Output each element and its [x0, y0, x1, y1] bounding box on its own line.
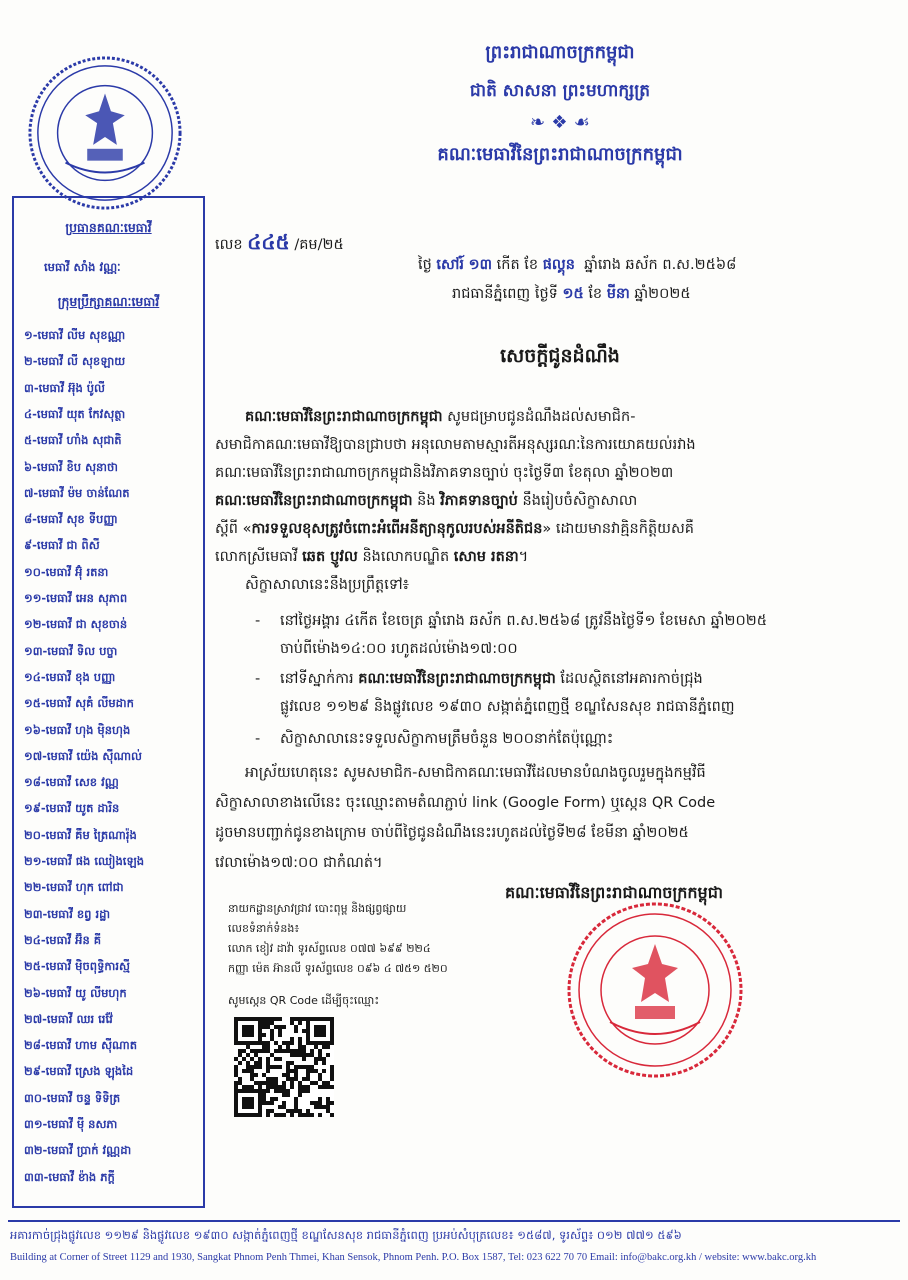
- sidebar-member: ២៤-មេធាវី អ៊ិន គី: [24, 932, 102, 947]
- paragraph-1-line-3: គណៈមេធាវីនៃព្រះរាជាណាចក្រកម្ពុជានិងវិភាគទានច្បាប់ ចុះថ្ងៃទី៣ ខែតុលា ឆ្នាំ២០២៣: [215, 465, 674, 481]
- lunar-date: ថ្ងៃ សៅរ៍ ១៣ កើត ខែ ផល្គុន ឆ្នាំរោង ឆស័ក ព.ស.២៥៦៨: [418, 257, 737, 273]
- sidebar-member: ២៦-មេធាវី យូ លីមហុក: [24, 985, 127, 1000]
- footer-address-english: Building at Corner of Street 1129 and 1930, Sangkat Phnom Penh Thmei, Khan Sensok, Phnom Penh. P.O. Box 1587, Tel: 023 622 70 70 Email: info@bakc.org.kh / website: www.bakc.org.kh: [10, 1252, 817, 1263]
- notice-title: សេចក្ដីជូនដំណឹង: [500, 345, 620, 367]
- gregorian-date: រាជធានីភ្នំពេញ ថ្ងៃទី ១៥ ខែ មីនា ឆ្នាំ២០២៥: [452, 286, 691, 302]
- bullet-dash: -: [255, 671, 261, 687]
- sidebar-member: ២-មេធាវី លី សុខឡាយ: [24, 354, 126, 369]
- sidebar-member: ២៨-មេធាវី ហាម ស៊ីណាត: [24, 1038, 138, 1053]
- contact-label: លេខទំនាក់ទំនង៖: [228, 922, 300, 935]
- registration-qr-code[interactable]: [234, 1017, 334, 1117]
- footer-address-khmer: អគារកាច់ជ្រុងផ្លូវលេខ ១១២៩ និងផ្លូវលេខ ១៩៣០ សង្កាត់ភ្នំពេញថ្មី ខណ្ឌសែនសុខ រាជធានីភ្នំពេញ ប្រអប់សំបុត្រលេខ៖ ១៥៨៧, ទូរស័ព្ទ៖ ០១២ ៧៧១ ៥៩៦: [10, 1228, 682, 1242]
- kingdom-heading: ព្រះរាជាណាចក្រកម្ពុជា: [485, 42, 635, 63]
- qr-label: សូមស្កេន QR Code ដើម្បីចុះឈ្មោះ: [228, 994, 380, 1007]
- bullet-dash: -: [255, 731, 261, 747]
- sidebar-member: ៣០-មេធាវី ចន្ទ ទិទិត្រ: [24, 1090, 121, 1105]
- sidebar-member: ៤-មេធាវី យុត កែវសុត្ថា: [24, 406, 126, 421]
- sidebar-member: ១៩-មេធាវី យូត ដារិន: [24, 801, 120, 816]
- sidebar-member: ២៧-មេធាវី ឈរ រេវ៉ែ: [24, 1011, 113, 1026]
- paragraph-2: សិក្ខាសាលានេះនឹងប្រព្រឹត្តទៅ៖: [245, 577, 410, 593]
- contact-person-2: កញ្ញា ម៉េត អ៊ានលី ទូរស័ព្ទលេខ ០៩៦ ៤ ៧៥១ ៥២០: [228, 962, 448, 975]
- contact-person-1: លោក ខៀវ ដាវ៉ា ទូរស័ព្ទលេខ ០៧៧ ៦៩៩ ២២៤: [228, 942, 431, 955]
- sidebar-member: ១៣-មេធាវី ទិល បច្ចា: [24, 643, 118, 658]
- ornament-divider: ❧ ❖ ☙: [530, 112, 590, 133]
- bullet-dash: -: [255, 613, 261, 629]
- sidebar-member: ១១-មេធាវី អេន សុភាព: [24, 591, 128, 605]
- sidebar-council-title: ក្រុមប្រឹក្សាគណៈមេធាវី: [57, 294, 160, 309]
- sidebar-member: ៣២-មេធាវី ប្រាក់ វណ្ណដា: [24, 1143, 132, 1158]
- paragraph-1-line-5: ស្ដីពី «ការទទួលខុសត្រូវចំពោះអំពើអនីត្យានុកូលរបស់អនីតិជន» ដោយមានវាគ្មិនកិត្តិយសគឺ: [215, 521, 694, 537]
- national-motto: ជាតិ សាសនា ព្រះមហាក្សត្រ: [469, 81, 651, 101]
- paragraph-1-line-2: សមាជិកាគណៈមេធាវីឱ្យបានជ្រាបថា អនុលោមតាមស្មារតីអនុស្សរណៈនៃការយោគយល់រវាង: [215, 437, 696, 453]
- bullet-2-line-1: នៅទីស្នាក់ការ គណៈមេធាវីនៃព្រះរាជាណាចក្រកម្ពុជា ដែលស្ថិតនៅអគារកាច់ជ្រុង: [280, 671, 703, 687]
- sidebar-member: ១៨-មេធាវី សេខ វណ្ណ: [24, 775, 119, 790]
- sidebar-president-title: ប្រធានគណៈមេធាវី: [65, 220, 152, 235]
- bullet-1-line-2: ចាប់ពីម៉ោង១៤:០០ រហូតដល់ម៉ោង១៧:០០: [280, 641, 518, 657]
- paragraph-3-line-4: វេលាម៉ោង១៧:០០ ជាកំណត់។: [215, 855, 383, 871]
- reference-number: លេខ ៤៤៥ /គម/២៥: [215, 230, 344, 254]
- paragraph-1-line-4: គណៈមេធាវីនៃព្រះរាជាណាចក្រកម្ពុជា និង វិភាគទានច្បាប់ នឹងរៀបចំសិក្ខាសាលា: [215, 493, 638, 509]
- bar-association-name: គណៈមេធាវីនៃព្រះរាជាណាចក្រកម្ពុជា: [437, 144, 683, 165]
- sidebar-member: ១២-មេធាវី ជា សុខចាន់: [24, 617, 128, 632]
- sidebar-member: ១៤-មេធាវី ខុង បញ្ញា: [24, 669, 116, 684]
- sidebar-member: ៥-មេធាវី ហាំង សុជាតិ: [24, 433, 122, 448]
- sidebar-member: ៣-មេធាវី អ៊ុង ប៉ូលី: [24, 380, 106, 395]
- contact-department: នាយកដ្ឋានស្រាវជ្រាវ បោះពុម្ព និងផ្សព្វផ្សាយ: [228, 902, 407, 915]
- sidebar-member: ៦-មេធាវី ខិប សុនាថា: [24, 459, 118, 474]
- sidebar-president-name: មេធាវី សាំង វណ្ណៈ: [44, 260, 121, 274]
- bullet-3: សិក្ខាសាលានេះទទួលសិក្ខាកាមត្រឹមចំនួន ២០០នាក់តែប៉ុណ្ណោះ: [280, 731, 614, 747]
- sidebar-member: ៣៣-មេធាវី ខ៉ាង ភក្តី: [24, 1169, 115, 1184]
- council-sidebar: [12, 196, 205, 1208]
- sidebar-member: ៧-មេធាវី ម៉ម ចាន់ណែត: [24, 485, 130, 500]
- sidebar-member: ៩-មេធាវី ជា ពិសី: [24, 538, 100, 553]
- sidebar-member: ២២-មេធាវី ហុក ពៅជា: [24, 880, 124, 895]
- sidebar-member: ១៦-មេធាវី ហុង ម៉ិនហុង: [24, 722, 131, 737]
- paragraph-3-line-2: សិក្ខាសាលាខាងលើនេះ ចុះឈ្មោះតាមតំណភ្ជាប់ link (Google Form) ឬស្កេន QR Code: [215, 795, 716, 811]
- sidebar-member: ២០-មេធាវី គឹម ត្រៃណារ៉ុង: [24, 827, 137, 842]
- sidebar-member: ១-មេធាវី លីម សុខណ្ណា: [24, 328, 126, 342]
- bar-association-logo: [26, 54, 184, 212]
- sidebar-member: ៣១-មេធាវី ម៉ី នសភា: [24, 1117, 118, 1131]
- sidebar-member: ១៧-មេធាវី យ៉េង ស៊ីណាល់: [24, 748, 142, 763]
- paragraph-3-line-3: ដូចមានបញ្ជាក់ជូនខាងក្រោម ចាប់ពីថ្ងៃជូនដំណឹងនេះរហូតដល់ថ្ងៃទី២៨ ខែមីនា ឆ្នាំ២០២៥: [215, 825, 689, 841]
- paragraph-1-line-6: លោកស្រីមេធាវី ឆេត ប្ញូវល និងលោកបណ្ឌិត សោម រតនា។: [215, 549, 529, 565]
- sidebar-member: ២១-មេធាវី ផង ឈៀងឡេង: [24, 854, 145, 868]
- sidebar-member: ២៣-មេធាវី ខព្វ រដ្ឋា: [24, 906, 111, 921]
- footer-divider: [8, 1220, 900, 1222]
- paragraph-3-line-1: អាស្រ័យហេតុនេះ សូមសមាជិក-សមាជិកាគណៈមេធាវីដែលមានបំណងចូលរួមក្នុងកម្មវិធី: [245, 765, 706, 781]
- sidebar-member: ៨-មេធាវី សុខ ទីបញ្ញា: [24, 512, 118, 527]
- signature-organization: គណៈមេធាវីនៃព្រះរាជាណាចក្រកម្ពុជា: [505, 883, 723, 902]
- sidebar-member: ២៥-មេធាវី ម៉ិចពុទ្ធិការស្មី: [24, 959, 130, 974]
- paragraph-1-line-1: គណៈមេធាវីនៃព្រះរាជាណាចក្រកម្ពុជា សូមជម្រាបជូនដំណឹងដល់សមាជិក-: [245, 409, 636, 425]
- sidebar-member: ២៩-មេធាវី ស្រេង ឡុងដៃ: [24, 1064, 134, 1079]
- bullet-2-line-2: ផ្លូវលេខ ១១២៩ និងផ្លូវលេខ ១៩៣០ សង្កាត់ភ្នំពេញថ្មី ខណ្ឌសែនសុខ រាជធានីភ្នំពេញ: [280, 699, 735, 715]
- bullet-1-line-1: នៅថ្ងៃអង្គារ ៤កើត ខែចេត្រ ឆ្នាំរោង ឆស័ក ព.ស.២៥៦៨ ត្រូវនឹងថ្ងៃទី១ ខែមេសា ឆ្នាំ២០២៥: [280, 613, 767, 629]
- sidebar-member: ១៥-មេធាវី សុគំ លីមដាក: [24, 696, 134, 711]
- official-seal-stamp: [565, 900, 745, 1080]
- sidebar-member: ១០-មេធាវី អ៊ុំ រតនា: [24, 564, 109, 579]
